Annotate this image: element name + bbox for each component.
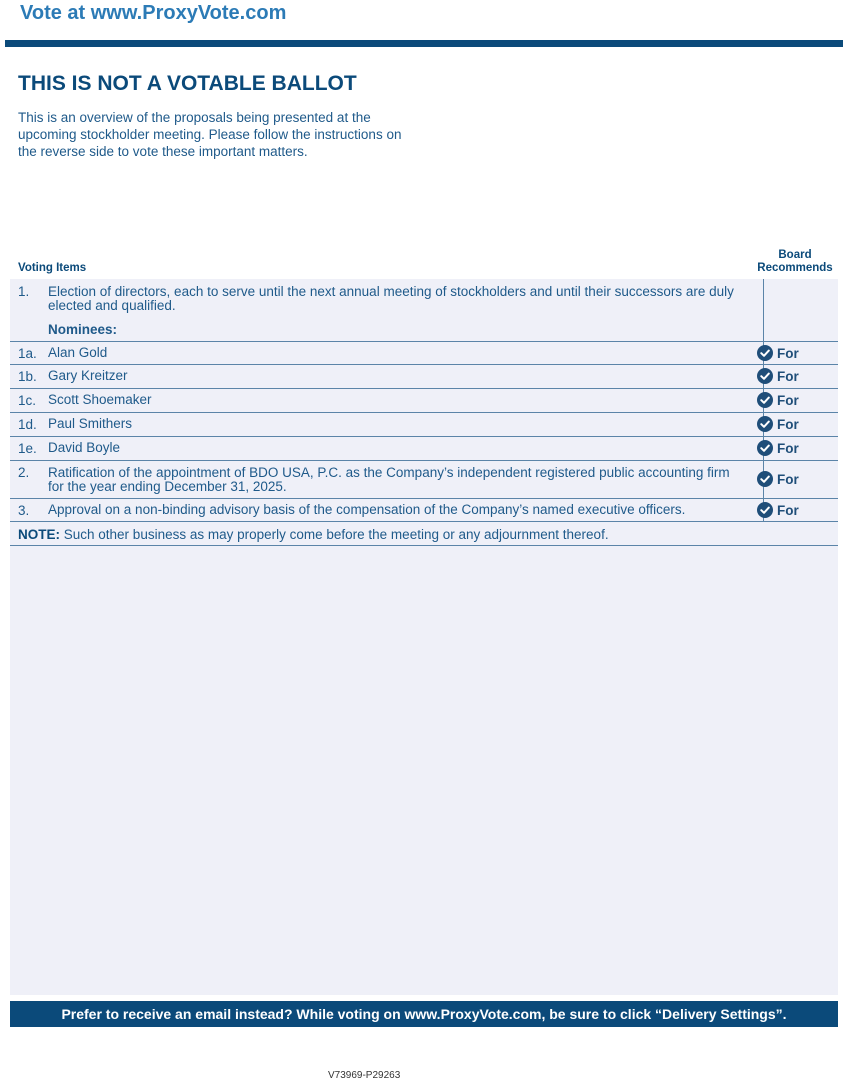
item-number: 2. [18,465,30,480]
check-circle-icon [757,345,773,361]
item-text: Approval on a non-binding advisory basis of the compensation of the Company’s named executive officers. [48,502,686,517]
nominees-label: Nominees: [48,322,118,337]
nominee-row [10,365,838,389]
intro-text: This is an overview of the proposals being presented at the upcoming stockholder meeting. Please follow the instructions on the reverse side to vote these important matters. [18,110,402,159]
note-label: NOTE: [18,527,60,542]
check-circle-icon [757,368,773,384]
nominee-number: 1d. [18,417,37,432]
delivery-settings-banner: Prefer to receive an email instead? While voting on www.ProxyVote.com, be sure to click “Delivery Settings”. [10,1001,838,1027]
check-circle-icon [757,440,773,456]
item-3-row [10,499,838,522]
nominee-row [10,342,838,365]
item-text: Ratification of the appointment of BDO USA, P.C. as the Company’s independent registered public accounting firm for the year ending December 31, 2025. [48,465,730,494]
nominee-row [10,413,838,437]
recommendation-label: For [777,471,799,487]
check-circle-icon [757,416,773,432]
nominee-number: 1b. [18,369,37,384]
nominee-name: Alan Gold [48,345,108,360]
item-number: 3. [18,503,30,518]
item-1-row [10,279,838,342]
nominee-name: Gary Kreitzer [48,368,128,383]
note-row [10,522,838,546]
column-divider [763,279,764,341]
nominee-name: Scott Shoemaker [48,392,152,407]
nominee-number: 1c. [18,393,37,408]
check-circle-icon [757,392,773,408]
note-body: Such other business as may properly come before the meeting or any adjournment thereof. [63,527,609,542]
item-text: Election of directors, each to serve until the next annual meeting of stockholders and until their successors are duly elected and qualified. [48,284,734,313]
check-circle-icon [757,502,773,518]
page-title: THIS IS NOT A VOTABLE BALLOT [18,72,357,95]
board-recommends-header [752,249,838,275]
recommendation-label: For [777,392,799,408]
recommendation-label: For [777,416,799,432]
board-header-line1: Board [778,249,812,261]
board-recommendation [757,471,799,487]
check-circle-icon [757,471,773,487]
board-recommendation [757,416,799,432]
recommendation-label: For [777,440,799,456]
header-title: Vote at www.ProxyVote.com [20,2,287,24]
nominee-row [10,437,838,461]
header-bar [5,40,843,47]
nominee-number: 1a. [18,346,37,361]
recommendation-label: For [777,345,799,361]
item-number: 1. [18,284,30,299]
board-recommendation [757,502,799,518]
recommendation-label: For [777,502,799,518]
board-header-line2: Recommends [757,262,833,274]
recommendation-label: For [777,368,799,384]
voting-items-header: Voting Items [18,262,87,274]
nominee-number: 1e. [18,441,37,456]
board-recommendation [757,345,799,361]
nominee-row [10,389,838,413]
note-text [18,527,609,542]
nominee-name: Paul Smithers [48,416,133,431]
item-2-row [10,461,838,499]
nominee-name: David Boyle [48,440,121,455]
board-recommendation [757,368,799,384]
board-recommendation [757,392,799,408]
board-recommendation [757,440,799,456]
document-code: V73969-P29263 [328,1070,401,1081]
